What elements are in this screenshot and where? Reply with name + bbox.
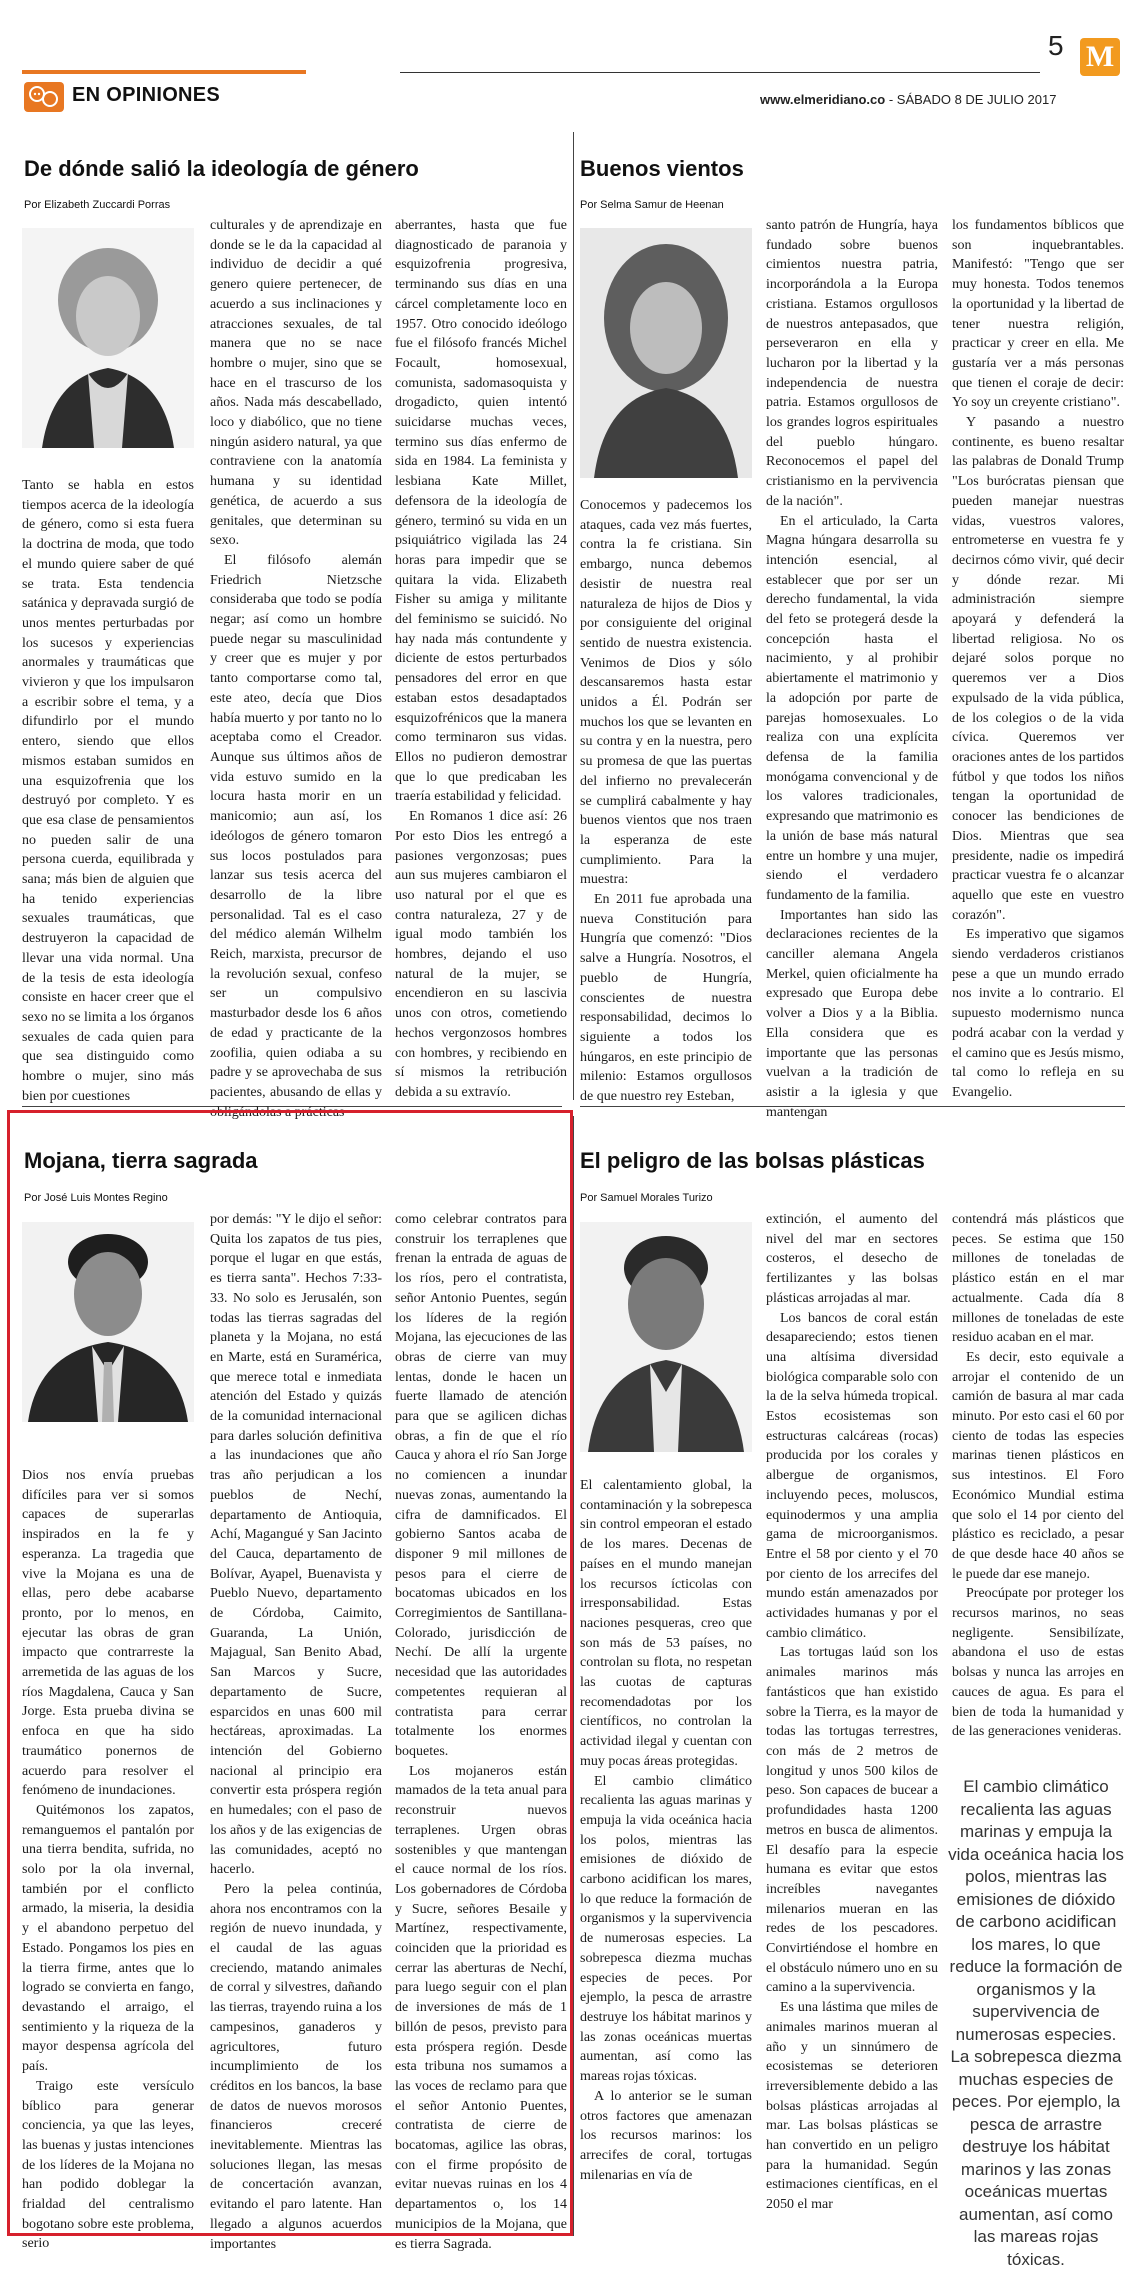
article-column — [952, 216, 1124, 1100]
paragraph: En el articulado, la Carta Magna húngara desarrolla su intención esencial, al establecer que por ser un derecho fundamental, la vida del feto se protegerá desde la concepción hasta el nacimiento, y al prohibir abiertamente el matrimonio y la adopción por parte de parejas homosexuales. Lo realiza con una explícita defensa de la familia monógama convencional y de los valores tradicionales, expresando que matrimonio es la unión de base más natural entre un hombre y una mujer, siendo el verdadero fundamento de la familia. — [766, 513, 938, 903]
paragraph: Las tortugas laúd son los animales marinos más fantásticos que han existido sobre la Tierra, es la mayor de todas las tortugas terrestres, con más de 2 metros de longitud y unos 500 kilos de peso. Son capaces de bucear a profundidades hasta 1200 metros en busca de alimentos. El desafío para la especie humana es evitar que estos increíbles navegantes milenarios mueran en las redes de los pescadores. Convirtiéndose el hombre en el obstáculo número uno en su camino a la supervivencia. — [766, 1645, 938, 1996]
article-title: Buenos vientos — [580, 156, 744, 181]
article-column — [210, 216, 382, 1120]
paragraph: Tanto se habla en estos tiempos acerca de la ideología de género, como si esta fuera la doctrina de moda, que todo el mundo quiere saber de qué se trata. Esta tendencia satánica y depravada surgió de unos mentes perturbadas por los sucesos y experiencias anormales y traumáticas que vivieron y que los impulsaron a escribir sobre el tema, y a difundirlo por el mundo entero, siendo que ellos mismos estaban sumidos en una esquizofrenia que los destruyó por completo. Y es que esa clase de pensamientos no pueden salir de una persona cuerda, equilibrada y sana; más bien de alguien que ha tenido experiencias sexuales traumáticas, que destruyeron la capacidad de llevar una vida normal. Una de la tesis de esta ideología consiste en hacer creer que el sexo no se limita a los órganos sexuales de cada quien para que sea distinguido como hombre o mujer, sino más bien por cuestiones — [22, 478, 194, 1104]
paragraph: El cambio climático recalienta las aguas marinas y empuja la vida oceánica hacia los polos, mientras las emisiones de dióxido de carbono acidifican los mares, lo que reduce la formación de organismos y la supervivencia de numerosas especies. La sobrepesca diezma muchas especies de peces. Por ejemplo, la pesca de arrastre destruye los hábitat marinos y las zonas oceánicas muertas aumentan, así como las mareas rojas tóxicas. — [580, 1773, 752, 2085]
article-byline: Por Elizabeth Zuccardi Porras — [24, 199, 171, 211]
article-byline: Por Samuel Morales Turizo — [580, 1192, 713, 1204]
section-label: EN OPINIONES — [72, 84, 221, 106]
article-title: Mojana, tierra sagrada — [24, 1148, 258, 1173]
paragraph: Es decir, esto equivale a arrojar el contenido de un camión de basura al mar cada minuto. Por esto casi el 60 por ciento de todas las especies marinas tienen plásticos en sus intestinos. El Foro Económico Mundial estima que solo el 14 por ciento del plástico es reciclado, a pesar de que desde hace 40 años se le puede dar ese manejo. — [952, 1349, 1124, 1582]
paragraph: Importantes han sido las declaraciones recientes de la canciller alemana Angela Merkel, quien oficialmente ha expresado que Europa debe volver a Dios y a la Biblia. Ella considera que es importante que las personas vuelvan a la tradición de asistir a la iglesia y que mantengan — [766, 907, 938, 1120]
paragraph: Es una lástima que miles de animales marinos mueran al año y un sinnúmero de ecosistemas se deterioren irreversiblemente debido a las bolsas plásticas arrojadas al mar. Las bolsas plásticas se han convertido en un peligro para la humanidad. Según estimaciones científicas, en el 2050 el mar — [766, 2000, 938, 2213]
site-and-date — [760, 92, 1056, 107]
paragraph: Quitémonos los zapatos, remanguemos el pantalón por una tierra bendita, sufrida, no solo por la ola invernal, también por el conflicto armado, la miseria, la desidia y el abandono perpetuo del Estado. Pongamos los pies en la tierra firme, antes que lo logrado se convierta en fango, devastando el arraigo, el sentimiento y la riqueza de la mayor despensa agrícola del país. — [22, 1802, 194, 2075]
paragraph: Traigo este versículo bíblico para generar conciencia, ya que las leyes, las buenas y justas intenciones de los líderes de la Mojana no han podido doblegar la frialdad del centralismo bogotano sobre este problema, serio — [22, 2078, 194, 2252]
article-column — [395, 1210, 567, 2252]
article-column — [952, 1210, 1124, 1766]
article-column — [580, 496, 752, 1105]
paragraph: por demás: "Y le dijo el señor: Quita los zapatos de tus pies, porque el lugar en que estás, es tierra santa". Hechos 7:33-33. No solo es Jerusalén, son todas las tierras sagradas del planeta y la Mojana, no está en Marte, está en Suramérica, que merece total e inmediata atención del Estado y quizás de la comunidad internacional para darles solución definitiva a las inundaciones que año tras año perjudican a los pueblos de Nechí, departamento de Antioquia, Achí, Magangué y San Jacinto del Cauca, departamento de Bolívar, Ayapel, Buenavista y Pueblo Nuevo, departamento de Córdoba, Caimito, Guaranda, La Unión, Majagual, San Benito Abad, San Marcos y Sucre, departamento de Sucre, esparcidos en unas 600 mil hectáreas, aproximadas. La intención del Gobierno nacional al principio era convertir esta próspera región en humedales; con el paso de los años y de las exigencias de las comunidades, aceptó no hacerlo. — [210, 1212, 382, 1878]
paragraph: Los bancos de coral están desapareciendo; estos tienen una altísima diversidad biológica comparable solo con la de la selva húmeda tropical. Estos ecosistemas son estructuras calcáreas (rocas) producida por los corales y albergue de organismos, incluyendo peces, moluscos, equinodermos y una amplia gama de microorganismos. Entre el 58 por ciento y el 70 por ciento de los arrecifes del mundo están amenazados por actividades humanas y por el cambio climático. — [766, 1310, 938, 1641]
article-column — [22, 1466, 194, 2252]
author-photo — [22, 1222, 194, 1422]
paragraph: los fundamentos bíblicos que son inquebrantables. Manifestó: "Tengo que ser muy honesta. Todos tenemos la oportunidad y la libertad de tener nuestra religión, practicar y creer en ella. Me gustaría ver a más personas que tienen el coraje de decir: Yo soy un creyente cristiano". — [952, 218, 1124, 411]
author-photo — [580, 228, 752, 478]
page-number: 5 — [1048, 30, 1064, 61]
column-divider-bottom — [573, 1116, 574, 2236]
article-column — [580, 1476, 752, 2226]
article-title: De dónde salió la ideología de género — [24, 156, 419, 181]
author-photo — [580, 1222, 752, 1452]
paragraph: contendrá más plásticos que peces. Se estima que 150 millones de toneladas de plástico están en el mar actualmente. Cada día 8 millones de toneladas de este residuo acaban en el mar. — [952, 1212, 1124, 1346]
header-rule — [400, 72, 1040, 73]
column-divider — [573, 132, 574, 1100]
article-column — [22, 476, 194, 1104]
article-title: El peligro de las bolsas plásticas — [580, 1148, 925, 1173]
paragraph: Dios nos envía pruebas difíciles para ver si somos capaces de superarlas inspirados en la fe y esperanza. La tragedia que vive la Mojana es una de ellas, pero debe acabarse pronto, por lo menos, en ejecutar las obras de gran impacto que contrarreste la arremetida de las aguas de los ríos Magdalena, Cauca y San Jorge. Esta prueba divina se enfoca en que ha sido traumático ponernos de acuerdo para resolver el fenómeno de inundaciones. — [22, 1468, 194, 1799]
website-url[interactable]: www.elmeridiano.co — [760, 92, 886, 107]
article-column — [766, 1210, 938, 2226]
article-column — [395, 216, 567, 1100]
article-byline: Por José Luis Montes Regino — [24, 1192, 168, 1204]
speech-bubbles-icon — [24, 82, 64, 112]
paragraph: En Romanos 1 dice así: 26 Por esto Dios les entregó a pasiones vergonzosas; pues aun sus mujeres cambiaron el uso natural por el que es contra naturaleza, 27 y de igual modo también los hombres, dejando el uso natural de la mujer, se encendieron en su lascivia unos con otros, cometiendo hechos vergonzosos hombres con hombres, y recibiendo en sí mismos la retribución debida a su extravío. — [395, 809, 567, 1100]
header-accent-bar — [22, 70, 306, 74]
paragraph: Pero la pelea continúa, ahora nos encontramos con la región de nuevo inundada, y el caudal de las aguas creciendo, matando animales de corral y silvestres, dañando las tierras, trayendo ruina a los campesinos, ganaderos y agricultores, futuro incumplimiento de los créditos en los bancos, la base de datos de nuevos morosos financieros creceré inevitablemente. Mientras las soluciones llegan, las mesas de concertación avanzan, evitando el paro latente. Han llegado a algunos acuerdos importantes — [210, 1881, 382, 2252]
paragraph: extinción, el aumento del nivel del mar en sectores costeros, el desecho de fertilizantes y las bolsas plásticas arrojadas al mar. — [766, 1212, 938, 1306]
paragraph: aberrantes, hasta que fue diagnosticado de paranoia y esquizofrenia progresiva, terminando sus días en una cárcel completamente loco en 1957. Otro conocido ideólogo fue el filósofo francés Michel Focault, homosexual, comunista, sadomasoquista y drogadicto, quien intentó suicidarse muchas veces, termino sus días enfermo de sida en 1984. La feminista y lesbiana Kate Millet, defensora de la ideología de género, terminó su vida en un psiquiátrico vigilada las 24 horas para impedir que se quitara la vida. Elizabeth Fisher su amiga y militante del feminismo se suicidó. No hay nada más contundente y diciente de estos perturbados pensadores del error en que estaban estos desadaptados esquizofrénicos que la manera como terminaron sus vidas. Ellos no pudieron demostrar que lo que predicaban les traería estabilidad y felicidad. — [395, 218, 567, 805]
paragraph: El calentamiento global, la contaminación y la sobrepesca sin control empeoran el estado de los mares. Decenas de países en el mundo manejan los recursos ícticolas con irresponsabilidad. Estas naciones pesqueras, creo que son más de 53 países, no controlan su flota, no respetan las cuotas de capturas recomendadotas por los científicos, no controlan la actividad ilegal y cuentan con muy pocas áreas protegidas. — [580, 1478, 752, 1769]
paragraph: El filósofo alemán Friedrich Nietzsche consideraba que todo se podía negar; así como un hombre puede negar su masculinidad y creer que es mujer y por tanto comportarse como tal, este ateo, decía que Dios había muerto y por tanto no lo aceptaba como el Creador. Aunque sus últimos años de vida estuvo sumido en la locura hasta morir en un manicomio; aun así, los ideólogos de género tomaron sus locos postulados para lanzar sus tesis acerca del desarrollo de la libre personalidad. Tal es el caso del médico alemán Wilhelm Reich, marxista, precursor de la revolución sexual, confeso ser un compulsivo masturbador desde los 6 años de edad y practicante de la zoofilia, quien odiaba a su padre y se aprovechaba de sus pacientes, abusando de ellas y obligándolas a prácticas — [210, 552, 382, 1120]
paragraph: Preocúpate por proteger los recursos marinos, no seas negligente. Sensibilízate, abandona el uso de estas bolsas y nunca las arrojes en cauces de agua. Es para el bien de toda la humanidad y de las generaciones venideras. — [952, 1586, 1124, 1740]
article-column — [210, 1210, 382, 2252]
article-column — [766, 216, 938, 1120]
author-photo — [22, 228, 194, 448]
paragraph: En 2011 fue aprobada una nueva Constitución para Hungría que comenzó: "Dios salve a Hungría. Nosotros, el pueblo de Hungría, conscientes de nuestra responsabilidad, decimos lo siguiente a todos los húngaros, en este principio de milenio: Estamos orgullosos de que nuestro rey Esteban, — [580, 892, 752, 1105]
issue-date: - SÁBADO 8 DE JULIO 2017 — [885, 92, 1057, 107]
article-byline: Por Selma Samur de Heenan — [580, 199, 724, 211]
paragraph: Es imperativo que sigamos siendo verdaderos cristianos pese a que un mundo errado nos invite a lo contrario. El supuesto modernismo nunca podrá acabar con la verdad y el camino que es Jesús mismo, tal como lo refleja en su Evangelio. — [952, 927, 1124, 1100]
paragraph: Y pasando a nuestro continente, es bueno resaltar las palabras de Donald Trump "Los burócratas piensan que pueden manejar nuestras vidas, vuestros valores, entrometerse en vuestra fe y decirnos cómo vivir, qué decir y dónde rezar. Mi administración siempre apoyará y defenderá la libertad religiosa. No os dejaré solos porque no queremos ver a Dios expulsado de la vida pública, de los colegios o de la vida cívica. Queremos ver oraciones antes de los partidos fútbol y que todos los niños tengan la oportunidad de conocer las bendiciones de Dios. Mientras que sea presidente, nadie os impedirá practicar vuestra fe o alcanzar aquello que este en vuestro corazón". — [952, 415, 1124, 923]
paragraph: santo patrón de Hungría, haya fundado sobre buenos cimientos nuestra patria, incorporándola a la Europa cristiana. Estamos orgullosos de nuestros antepasados, que perseveraron en ella y lucharon por la libertad y la independencia de nuestra patria. Estamos orgullosos de los grandes logros espirituales del pueblo húngaro. Reconocemos el papel del cristianismo en la pervivencia de la nación". — [766, 218, 938, 509]
paragraph: A lo anterior se le suman otros factores que amenazan los recursos marinos: los arrecifes de coral, tortugas milenarias en vía de — [580, 2088, 752, 2183]
paragraph: Conocemos y padecemos los ataques, cada vez más fuertes, contra la fe cristiana. Sin embargo, nunca debemos desistir de nuestra real naturaleza de hijos de Dios y por consiguiente del original sentido de nuestra existencia. Venimos de Dios y sólo descansaremos hasta estar unidos a Él. Podrán ser muchos los que se levanten en su contra y en la nuestra, pero su promesa de que las puertas del infierno no prevalecerán se cumplirá cabalmente y hay buenos vientos que nos traen la esperanza de este cumplimiento. Para la muestra: — [580, 498, 752, 888]
newspaper-logo: M — [1080, 38, 1120, 76]
pull-quote: El cambio climático recalienta las aguas marinas y empuja la vida oceánica hacia los polos, mientras las emisiones de dióxido de carbono acidifican los mares, lo que reduce la formación de organismos y la supervivencia de numerosas especies. La sobrepesca diezma muchas especies de peces. Por ejemplo, la pesca de arrastre destruye los hábitat marinos y las zonas oceánicas muertas aumentan, así como las mareas rojas tóxicas. — [948, 1777, 1124, 2269]
paragraph: Los mojaneros están mamados de la teta anual para reconstruir nuevos terraplenes. Urgen obras sostenibles y que mantengan el cauce normal de los ríos. Los gobernadores de Córdoba y Sucre, señores Besaile y Martínez, respectivamente, coinciden que la prioridad es cerrar las aberturas de Nechí, para luego seguir con el plan de inversiones de más de 1 billón de pesos, previsto para esta próspera región. Desde esta tribuna nos sumamos a las voces de reclamo para que el señor Antonio Puentes, contratista de cierre de bocatomas, agilice las obras, con el firme propósito de evitar nuevas ruinas en los 4 departamentos o, los 14 municipios de la Mojana, que es tierra Sagrada. — [395, 1763, 567, 2252]
paragraph: como celebrar contratos para construir los terraplenes que frenan la entrada de aguas de los ríos, pero el contratista, señor Antonio Puentes, según los líderes de la región Mojana, las ejecuciones de las obras de cierre van muy lentas, donde le hacen un fuerte llamado de atención para que se agilicen dichas obras, a fin de que el río Cauca y ahora el río San Jorge no comiencen a inundar nuevas zonas, aumentando la cifra de damnificados. El gobierno Santos acaba de disponer 9 mil millones de pesos para el cierre de bocatomas ubicados en los Corregimientos de Santillana-Colorado, jurisdicción de Nechí. De allí la urgente necesidad que las autoridades competentes requieran al contratista para cerrar totalmente los enormes boquetes. — [395, 1212, 567, 1759]
paragraph: culturales y de aprendizaje en donde se le da la capacidad al individuo de decidir a qué genero quiere pertenecer, de acuerdo a sus inclinaciones y atracciones sexuales, de tal manera que no se nace hombre o mujer, sino que se hace en el trascurso de los años. Nada más descabellado, loco y diabólico, que no tiene ningún asidero natural, ya que contraviene con la anatomía humana y su identidad genética, de acuerdo a sus genitales, que determinan su sexo. — [210, 218, 382, 549]
